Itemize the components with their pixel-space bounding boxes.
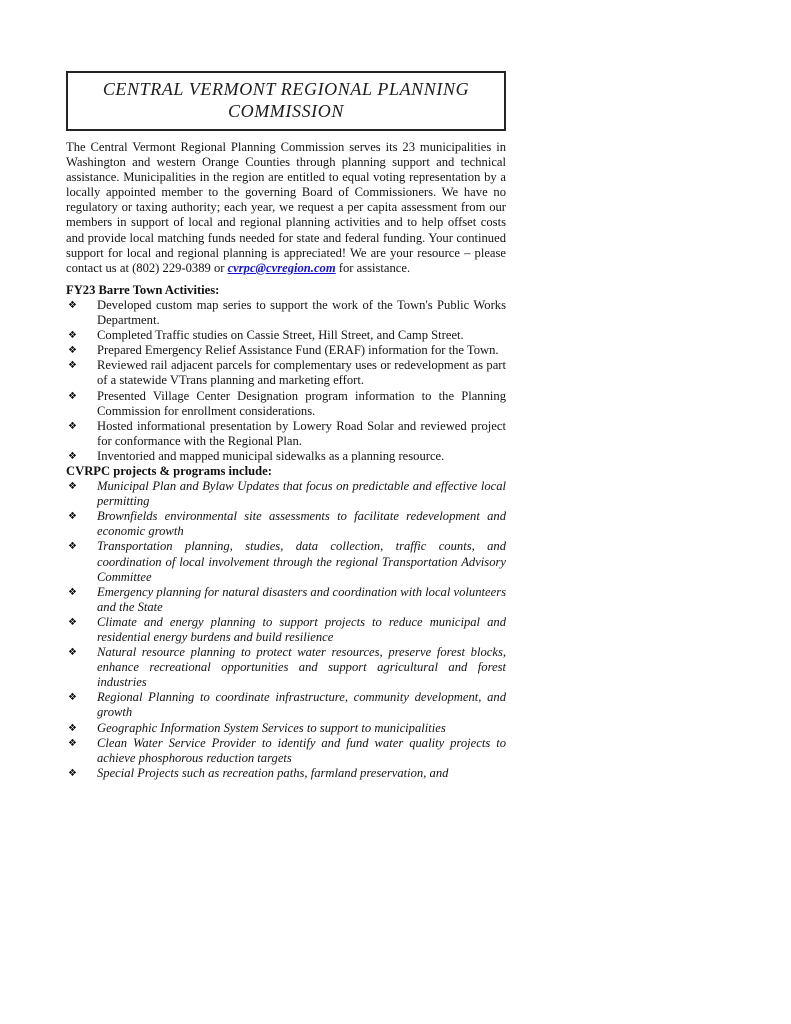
list-item-text: Regional Planning to coordinate infrastructure, community development, and growth — [97, 690, 506, 720]
list-item-text: Hosted informational presentation by Lowery Road Solar and reviewed project for conformance with the Regional Plan. — [97, 418, 506, 448]
diamond-bullet-icon: ❖ — [68, 616, 77, 628]
list-item-text: Prepared Emergency Relief Assistance Fund (ERAF) information for the Town. — [97, 343, 499, 358]
list-item-text: Special Projects such as recreation paths, farmland preservation, and — [97, 765, 449, 780]
email-link[interactable]: cvrpc@cvregion.com — [227, 260, 336, 275]
list-item — [66, 690, 506, 720]
page-title-line-2: COMMISSION — [228, 101, 344, 121]
list-item-text: Inventoried and mapped municipal sidewalks as a planning resource. — [97, 448, 445, 463]
fy23-activities-list — [66, 298, 506, 464]
list-item — [66, 539, 506, 584]
list-item-text: Brownfields environmental site assessments to facilitate redevelopment and economic growth — [97, 509, 506, 539]
diamond-bullet-icon: ❖ — [68, 345, 77, 357]
list-item-text: Natural resource planning to protect water resources, preserve forest blocks, enhance recreational opportunities and support agricultural and forest industries — [97, 645, 506, 690]
diamond-bullet-icon: ❖ — [68, 481, 77, 493]
list-item — [66, 358, 506, 388]
list-item — [66, 509, 506, 539]
section-cvrpc-programs — [66, 464, 506, 781]
list-item-text: Transportation planning, studies, data collection, traffic counts, and coordination of local involvement through the regional Transportation Advisory Committee — [97, 539, 506, 584]
intro-text-after-link: for assistance. — [335, 260, 411, 275]
list-item — [66, 585, 506, 615]
list-item-text: Clean Water Service Provider to identify and fund water quality projects to achieve phosphorous reduction targets — [97, 735, 506, 765]
diamond-bullet-icon: ❖ — [68, 360, 77, 372]
cvrpc-programs-list — [66, 479, 506, 781]
intro-text-before-link: The Central Vermont Regional Planning Commission serves its 23 municipalities in Washington and western Orange Counties through planning support and technical assistance. Municipalities in the region are entitled to equal voting representation by a locally appointed member to the governing Board of Commissioners. We have no regulatory or taxing authority; each year, we request a per capita assessment from our members in support of local and regional planning activities and to help offset costs and provide local matching funds needed for state and federal funding. Your continued support for local and regional planning is appreciated! We are your resource – please contact us at (802) 229-0389 or — [66, 140, 506, 275]
diamond-bullet-icon: ❖ — [68, 737, 77, 749]
list-item — [66, 419, 506, 449]
page-title-line-1: CENTRAL VERMONT REGIONAL PLANNING — [102, 79, 470, 99]
diamond-bullet-icon: ❖ — [68, 420, 77, 432]
list-item — [66, 615, 506, 645]
diamond-bullet-icon: ❖ — [68, 299, 77, 311]
intro-paragraph — [66, 140, 506, 276]
list-item — [66, 343, 506, 358]
list-item — [66, 449, 506, 464]
list-item — [66, 721, 506, 736]
list-item-text: Geographic Information System Services to support to municipalities — [97, 720, 446, 735]
list-item-text: Presented Village Center Designation program information to the Planning Commission for enrollment considerations. — [97, 388, 506, 418]
diamond-bullet-icon: ❖ — [68, 722, 77, 734]
list-item-text: Developed custom map series to support the work of the Town's Public Works Department. — [97, 297, 506, 328]
list-item-text: Completed Traffic studies on Cassie Street, Hill Street, and Camp Street. — [97, 328, 464, 343]
diamond-bullet-icon: ❖ — [68, 541, 77, 553]
section-heading-fy23: FY23 Barre Town Activities: — [66, 282, 220, 297]
list-item-text: Municipal Plan and Bylaw Updates that focus on predictable and effective local permitting — [97, 479, 506, 509]
list-item — [66, 736, 506, 766]
list-item — [66, 328, 506, 343]
diamond-bullet-icon: ❖ — [68, 450, 77, 462]
list-item — [66, 645, 506, 690]
section-fy23-activities — [66, 283, 506, 464]
section-heading-cvrpc: CVRPC projects & programs include: — [66, 463, 272, 478]
title-box — [66, 71, 506, 131]
list-item — [66, 766, 506, 781]
diamond-bullet-icon: ❖ — [68, 692, 77, 704]
diamond-bullet-icon: ❖ — [68, 330, 77, 342]
list-item — [66, 298, 506, 328]
diamond-bullet-icon: ❖ — [68, 767, 77, 779]
list-item-text: Reviewed rail adjacent parcels for complementary uses or redevelopment as part of a statewide VTrans planning and marketing effort. — [97, 358, 506, 388]
diamond-bullet-icon: ❖ — [68, 586, 77, 598]
list-item-text: Emergency planning for natural disasters and coordination with local volunteers and the State — [97, 584, 506, 614]
diamond-bullet-icon: ❖ — [68, 647, 77, 659]
list-item-text: Climate and energy planning to support projects to reduce municipal and residential energy burdens and build resilience — [97, 614, 506, 644]
diamond-bullet-icon: ❖ — [68, 511, 77, 523]
document-page — [66, 71, 506, 781]
diamond-bullet-icon: ❖ — [68, 390, 77, 402]
list-item — [66, 389, 506, 419]
list-item — [66, 479, 506, 509]
